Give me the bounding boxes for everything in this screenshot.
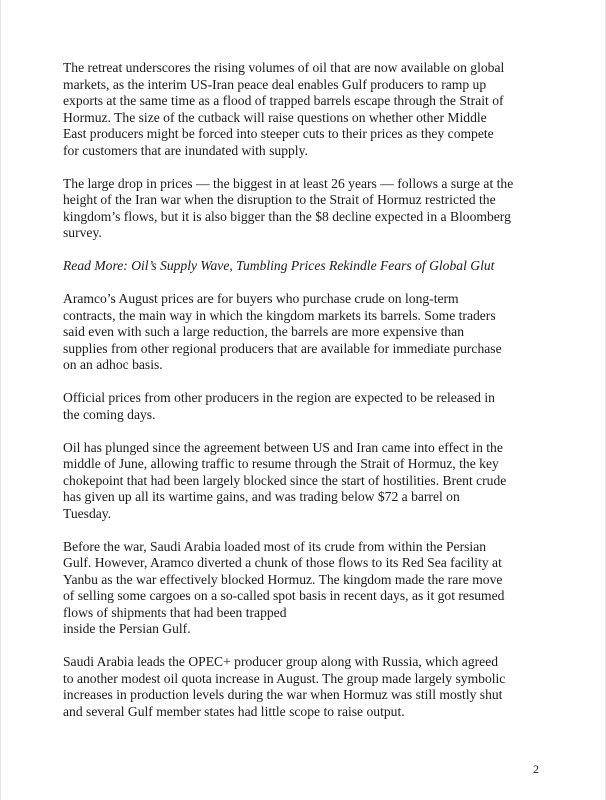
- paragraph-retreat: The retreat underscores the rising volumes of oil that are now available on global markets, as the interim US-Iran peace deal enables Gulf producers to ramp up exports at the same time as a flood of trapped barrels escape through the Strait of Hormuz. The size of the cutback will raise questions on whether other Middle East producers might be forced into steeper cuts to their prices as they compete for customers that are inundated with supply.: [63, 60, 505, 158]
- read-more-link[interactable]: Read More: Oil’s Supply Wave, Tumbling Prices Rekindle Fears of Global Glut: [63, 258, 495, 273]
- page-number: 2: [533, 762, 539, 776]
- article-body: [63, 60, 553, 737]
- paragraph-before-war: Before the war, Saudi Arabia loaded most of its crude from within the Persian Gulf. However, Aramco diverted a chunk of those flows to its Red Sea facility at Yanbu as the war effectively blocked Hormuz. The kingdom made the rare move of selling some cargoes on a so-called spot basis in recent days, as it got resumed flows of shipments that had been trapped inside the Persian Gulf.: [63, 538, 505, 636]
- paragraph-opec: Saudi Arabia leads the OPEC+ producer group along with Russia, which agreed to another modest oil quota increase in August. The group made largely symbolic increases in production levels during the war when Hormuz was still mostly shut and several Gulf member states had little scope to raise output.: [63, 654, 506, 719]
- paragraph-aramco-august: Aramco’s August prices are for buyers who purchase crude on long-term contracts, the main way in which the kingdom markets its barrels. Some traders said even with such a large reduction, the barrels are more expensive than supplies from other regional producers that are available for immediate purchase on an adhoc basis.: [63, 291, 502, 372]
- paragraph-oil-plunged: Oil has plunged since the agreement between US and Iran came into effect in the middle of June, allowing traffic to resume through the Strait of Hormuz, the key chokepoint that had been largely blocked since the start of hostilities. Brent crude has given up all its wartime gains, and was trading below $72 a barrel on Tuesday.: [63, 439, 507, 521]
- paragraph-official-prices: Official prices from other producers in the region are expected to be released in the coming days.: [63, 390, 495, 422]
- paragraph-price-drop: The large drop in prices — the biggest in at least 26 years — follows a surge at the height of the Iran war when the disruption to the Strait of Hormuz restricted the kingdom’s flows, but it is also bigger than the $8 decline expected in a Bloomberg survey.: [63, 175, 514, 240]
